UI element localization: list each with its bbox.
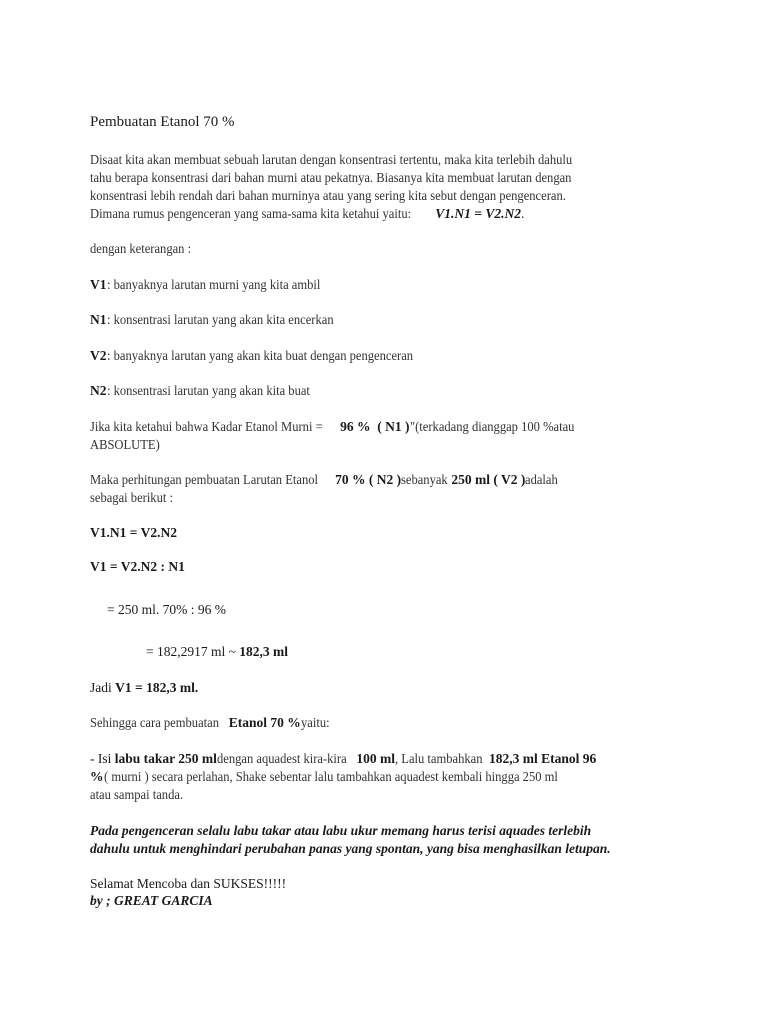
step-line-2 [90,768,592,786]
author-line: by ; GREAT GARCIA [90,893,213,908]
intro-line-4 [90,205,524,223]
step-bold-3: 182,3 ml Etanol 96 [489,751,597,766]
step-text-3: , Lalu tambahkan [394,751,483,766]
jadi-text: Jadi [90,680,116,695]
maka-text-3: adalah [525,472,559,487]
maka-line-2: sebagai berikut : [90,490,173,505]
jadi-value: V1 = 182,3 ml. [115,680,199,695]
step-bold-2: 100 ml [356,751,395,766]
step-text-4: ( murni ) secara perlahan, Shake sebentar lalu tambahkan aquadest kembali hingga 250 ml [103,769,558,784]
def-term: N1 [90,312,107,327]
note-line-2: dahulu untuk menghindari perubahan panas yang spontan, yang bisa menghasilkan letupan. [90,841,611,856]
maka-text: Maka perhitungan pembuatan Larutan Etanol [90,472,319,487]
def-n1 [90,311,350,329]
step-line-1 [90,750,596,768]
kadar-text: Jika kita ketahui bahwa Kadar Etanol Murni = [90,419,323,434]
keterangan-label: dengan keterangan : [90,241,192,256]
def-desc: : konsentrasi larutan yang akan kita buat [106,383,310,398]
sehingga-text: Sehingga cara pembuatan [90,715,219,730]
intro-line-3: konsentrasi lebih rendah dari bahan murninya atau yang sering kita sebut dengan pengenceran. [90,188,566,203]
formula-2-text: V1 = V2.N2 : N1 [90,559,185,574]
def-term: V1 [90,277,107,292]
formula-2 [90,558,185,576]
kadar-line-1 [90,418,586,436]
maka-n2: 70 % ( N2 ) [335,472,402,487]
step-text: - Isi [90,751,115,766]
kadar-line-2: ABSOLUTE) [90,437,160,452]
sehingga-text-2: yaitu: [300,715,330,730]
note-line-1: Pada pengenceran selalu labu takar atau labu ukur memang harus terisi aquades terlebih [90,823,592,838]
formula-1-text: V1.N1 = V2.N2 [90,525,177,540]
def-desc: : konsentrasi larutan yang akan kita encerkan [106,312,334,327]
intro-line-4-text: Dimana rumus pengenceran yang sama-sama kita ketahui yaitu: [90,206,412,221]
closing-line: Selamat Mencoba dan SUKSES!!!!! [90,876,287,891]
kadar-value: 96 % [340,419,371,434]
formula-1 [90,524,177,542]
def-desc: : banyaknya larutan yang akan kita buat dengan pengenceran [106,348,413,363]
def-desc: : banyaknya larutan murni yang kita ambil [106,277,320,292]
formula-inline: V1.N1 = V2.N2 [435,206,521,221]
step-text-2: dengan aquadest kira-kira [216,751,347,766]
intro-line-4-end: . [520,206,525,221]
sehingga-bold: Etanol 70 % [228,715,301,730]
maka-v2: 250 ml ( V2 ) [451,472,526,487]
calc-line-2 [146,643,288,661]
step-bold-1: labu takar 250 ml [114,751,217,766]
jadi-line [90,679,198,697]
def-term: V2 [90,348,107,363]
def-v2 [90,347,436,365]
maka-line-1 [90,471,561,489]
maka-text-2: sebanyak [401,472,448,487]
page-title: Pembuatan Etanol 70 % [90,114,235,130]
step-line-3: atau sampai tanda. [90,787,184,802]
def-n2 [90,382,325,400]
step-bold-4: % [90,769,104,784]
kadar-note: "(terkadang dianggap 100 %atau [409,419,574,434]
calc-line-1: = 250 ml. 70% : 96 % [107,602,226,617]
calc-line-2-text: = 182,2917 ml ~ [146,644,240,659]
kadar-n1: ( N1 ) [377,419,410,434]
def-term: N2 [90,383,107,398]
intro-line-2: tahu berapa konsentrasi dari bahan murni atau pekatnya. Biasanya kita membuat larutan dengan [90,170,572,185]
calc-result: 182,3 ml [239,644,289,659]
intro-line-1: Disaat kita akan membuat sebuah larutan dengan konsentrasi tertentu, maka kita terlebih dahulu [90,152,573,167]
sehingga-line [90,714,331,732]
def-v1 [90,276,336,294]
